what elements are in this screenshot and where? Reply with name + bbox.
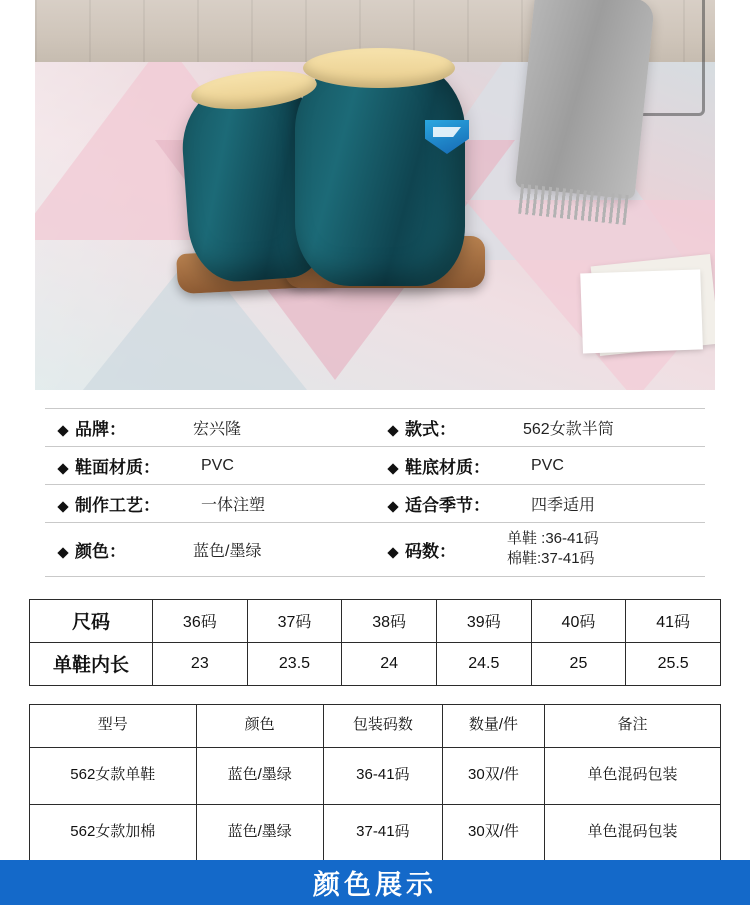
diamond-bullet-icon (387, 501, 398, 512)
spec-row (45, 408, 705, 447)
boot-fur-lining-right (303, 48, 455, 88)
table-row (30, 642, 721, 685)
length-cell: 24.5 (436, 642, 531, 685)
spec-label (375, 491, 521, 516)
spec-label-text: 适合季节： (405, 496, 490, 515)
spec-cell-craft (45, 485, 375, 522)
spec-value-craft: 一体注塑 (201, 497, 266, 514)
paper-stack (591, 254, 715, 356)
table-row (30, 804, 721, 861)
spec-row (45, 447, 705, 485)
spec-label-text: 颜色： (75, 541, 126, 561)
spec-cell-upper-material (45, 447, 375, 484)
spec-value-season: 四季适用 (531, 497, 596, 514)
spec-row (45, 485, 705, 523)
spec-cell-season (375, 485, 705, 522)
size-table-row-header: 单鞋内长 (30, 642, 153, 685)
spec-value-upper-material: PVC (201, 456, 234, 474)
model-cell: 蓝色/墨绿 (196, 804, 323, 861)
spec-cell-sole-material (375, 447, 705, 484)
length-cell: 24 (342, 642, 437, 685)
spec-label (45, 491, 191, 516)
spec-label-text: 款式： (405, 420, 456, 439)
model-cell: 37-41码 (323, 804, 442, 861)
diamond-bullet-icon (387, 425, 398, 436)
model-table-header-cell: 颜色 (196, 704, 323, 747)
model-cell: 单色混码包装 (544, 747, 720, 804)
spec-label-text: 码数： (405, 541, 456, 561)
length-cell: 23.5 (247, 642, 342, 685)
spec-value-sizes (507, 529, 599, 570)
spec-label (375, 415, 497, 440)
length-cell: 25.5 (626, 642, 721, 685)
model-table-header-cell: 数量/件 (443, 704, 545, 747)
model-cell: 562女款单鞋 (30, 747, 197, 804)
model-table (29, 704, 721, 862)
model-table-header-cell: 型号 (30, 704, 197, 747)
spec-value-sizes-line1: 单鞋 :36-41码 (507, 530, 599, 547)
size-table-row-header: 尺码 (30, 599, 153, 642)
diamond-bullet-icon (387, 463, 398, 474)
model-cell: 36-41码 (323, 747, 442, 804)
model-table-header-cell: 包装码数 (323, 704, 442, 747)
spec-label (45, 537, 167, 562)
spec-label (375, 453, 521, 478)
spec-label (375, 537, 497, 562)
spec-cell-color (45, 523, 375, 576)
grey-blanket (515, 0, 655, 200)
spec-row (45, 523, 705, 577)
table-row (30, 599, 721, 642)
size-cell: 41码 (626, 599, 721, 642)
length-cell: 25 (531, 642, 626, 685)
product-photo (35, 0, 715, 390)
spec-value-brand: 宏兴隆 (193, 421, 242, 438)
model-table-header-cell: 备注 (544, 704, 720, 747)
spec-label-text: 鞋底材质： (405, 458, 490, 477)
diamond-bullet-icon (387, 547, 398, 558)
spec-list (45, 408, 705, 577)
model-cell: 30双/件 (443, 747, 545, 804)
spec-value-color: 蓝色/墨绿 (193, 542, 262, 560)
diamond-bullet-icon (57, 547, 68, 558)
spec-value-sizes-line2: 棉鞋:37-41码 (507, 550, 595, 568)
size-cell: 40码 (531, 599, 626, 642)
size-cell: 36码 (153, 599, 248, 642)
spec-value-style: 562女款半筒 (523, 421, 614, 438)
table-row (30, 747, 721, 804)
size-table (29, 599, 721, 686)
table-header-row (30, 704, 721, 747)
spec-label (45, 415, 167, 440)
spec-label-text: 制作工艺： (75, 496, 160, 515)
spec-cell-brand (45, 409, 375, 446)
model-cell: 单色混码包装 (544, 804, 720, 861)
size-cell: 37码 (247, 599, 342, 642)
spec-label (45, 453, 191, 478)
model-cell: 蓝色/墨绿 (196, 747, 323, 804)
size-cell: 39码 (436, 599, 531, 642)
diamond-bullet-icon (57, 463, 68, 474)
spec-value-sole-material: PVC (531, 456, 564, 474)
model-cell: 30双/件 (443, 804, 545, 861)
spec-cell-style (375, 409, 705, 446)
rain-boot-right (295, 56, 465, 286)
length-cell: 23 (153, 642, 248, 685)
spec-cell-sizes (375, 523, 705, 576)
model-cell: 562女款加棉 (30, 804, 197, 861)
banner-title: 颜色展示 (313, 870, 437, 900)
spec-label-text: 鞋面材质： (75, 458, 160, 477)
color-display-banner (0, 860, 750, 905)
size-cell: 38码 (342, 599, 437, 642)
diamond-bullet-icon (57, 425, 68, 436)
spec-label-text: 品牌： (75, 420, 126, 439)
diamond-bullet-icon (57, 501, 68, 512)
